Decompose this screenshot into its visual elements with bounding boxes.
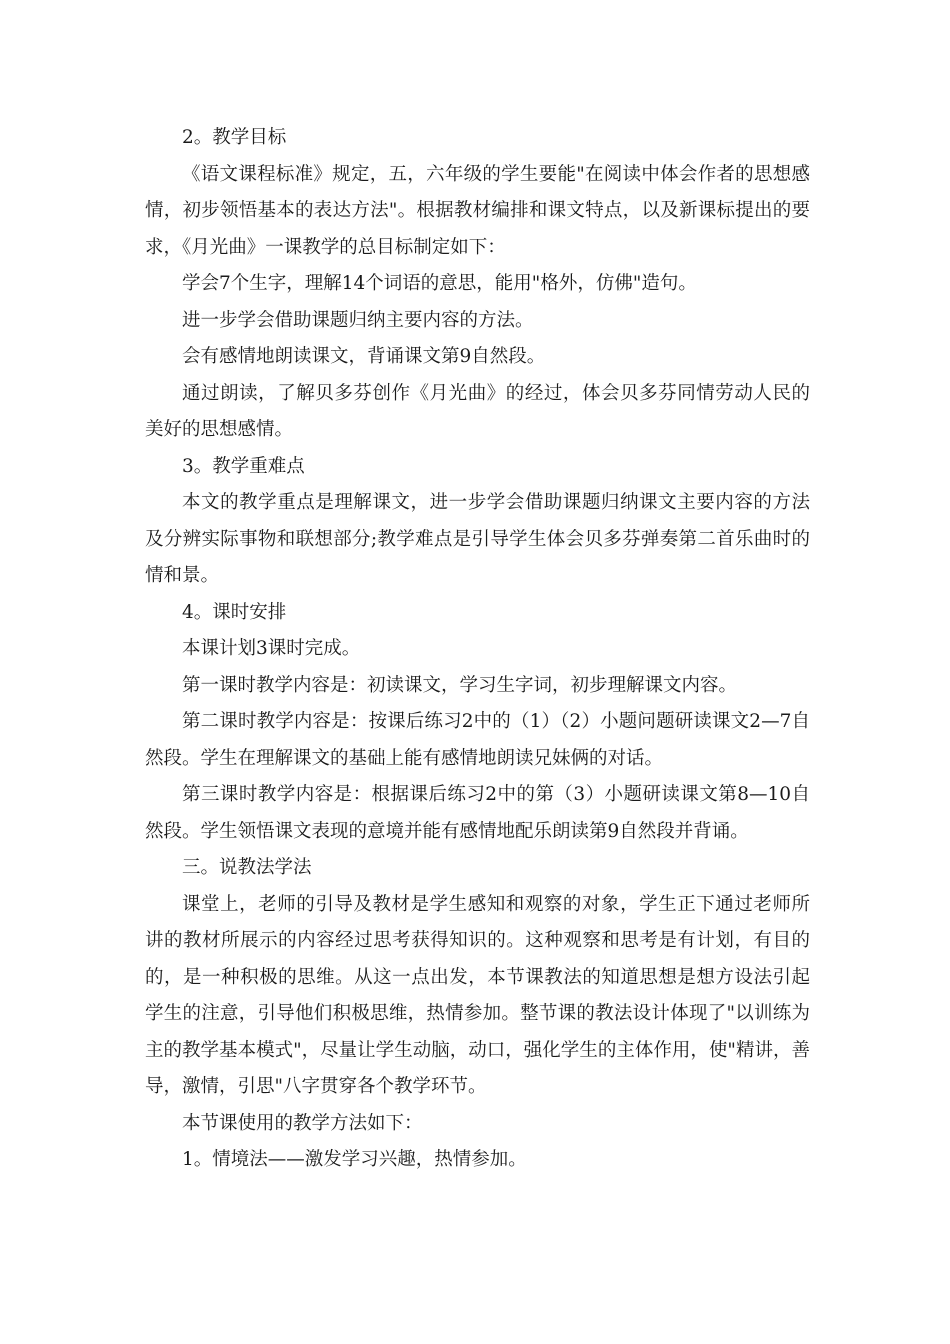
- goal-item-recite: 会有感情地朗读课文，背诵课文第9自然段。: [182, 346, 546, 367]
- paragraph-key-points: 本文的教学重点是理解课文，进一步学会借助课题归纳课文主要内容的方法及分辨实际事物和联想部分;教学难点是引导学生体会贝多芬弹奏第二首乐曲时的情和景。: [145, 492, 810, 586]
- paragraph-curriculum-standard: 《语文课程标准》规定，五，六年级的学生要能"在阅读中体会作者的思想感情，初步领悟基本的表达方法"。根据教材编排和课文特点，以及新课标提出的要求，《月光曲》一课教学的总目标制定如下：: [145, 163, 810, 258]
- goal-item-summarize: 进一步学会借助课题归纳主要内容的方法。: [182, 309, 534, 331]
- paragraph-schedule-total: 本课计划3课时完成。: [182, 638, 361, 659]
- goal-item-vocabulary: 学会7个生字，理解14个词语的意思，能用"格外，仿佛"造句。: [182, 273, 697, 294]
- paragraph-lesson-two: 第二课时教学内容是：按课后练习2中的（1）（2）小题问题研读课文2—7自然段。学生在理解课文的基础上能有感情地朗读兄妹俩的对话。: [145, 711, 810, 769]
- heading-teaching-methods: 三。说教法学法: [182, 857, 312, 878]
- paragraph-lesson-three: 第三课时教学内容是：根据课后练习2中的第（3）小题研读课文第8—10自然段。学生领悟课文表现的意境并能有感情地配乐朗读第9自然段并背诵。: [145, 784, 810, 842]
- document-body: [145, 120, 810, 1179]
- goal-item-understanding: 通过朗读，了解贝多芬创作《月光曲》的经过，体会贝多芬同情劳动人民的美好的思想感情。: [145, 382, 810, 440]
- paragraph-teaching-methods: 课堂上，老师的引导及教材是学生感知和观察的对象，学生正下通过老师所讲的教材所展示的内容经过思考获得知识的。这种观察和思考是有计划，有目的的，是一种积极的思维。从这一点出发，本节课教法的知道思想是想方设法引起学生的注意，引导他们积极思维，热情参加。整节课的教法设计体现了"以训练为主的教学基本模式"，尽量让学生动脑，动口，强化学生的主体作用，使"精讲，善导，激情，引思"八字贯穿各个教学环节。: [145, 893, 810, 1097]
- paragraph-lesson-one: 第一课时教学内容是：初读课文，学习生字词，初步理解课文内容。: [182, 674, 738, 696]
- heading-key-points: 3。教学重难点: [182, 455, 305, 477]
- heading-schedule: 4。课时安排: [182, 601, 287, 623]
- method-item-situation: 1。情境法——激发学习兴趣，热情参加。: [182, 1149, 527, 1170]
- heading-teaching-goals: 2。教学目标: [182, 127, 287, 148]
- paragraph-methods-intro: 本节课使用的教学方法如下：: [182, 1112, 423, 1134]
